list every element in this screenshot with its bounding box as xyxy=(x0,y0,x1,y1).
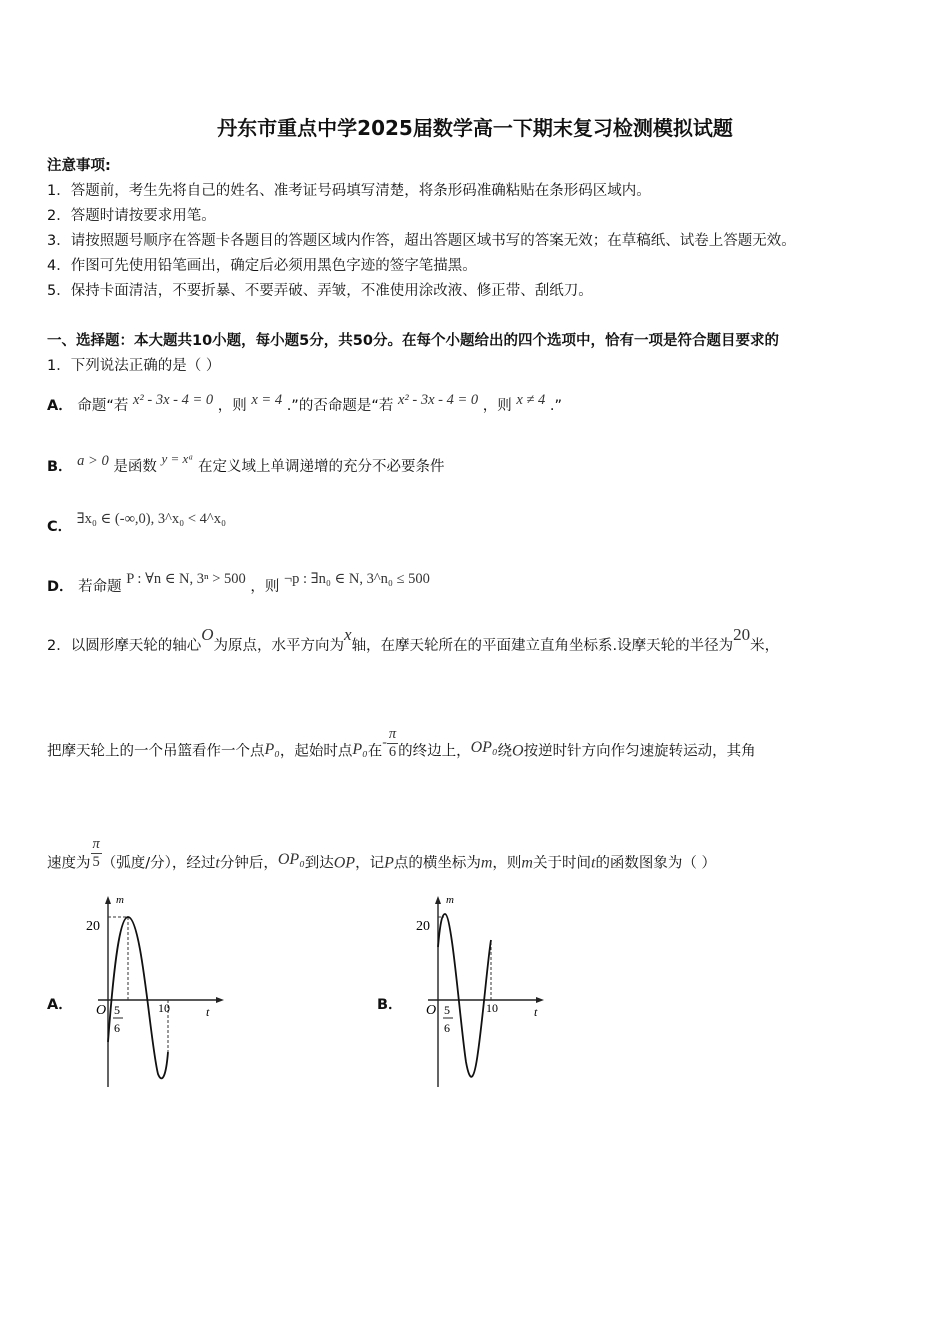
q1-option-a xyxy=(47,394,562,415)
text: ，则 xyxy=(217,398,247,414)
x-arrow-icon xyxy=(536,997,544,1003)
y-axis-label: m xyxy=(116,894,124,906)
formula: O xyxy=(201,625,214,644)
text: ，起始时点 xyxy=(279,743,353,760)
text: 关于时间 xyxy=(532,855,591,872)
text: 点的横坐标为 xyxy=(393,855,481,872)
graph-a-label: A． xyxy=(47,997,73,1013)
text: 为原点，水平方向为 xyxy=(213,638,345,654)
text: 速度为 xyxy=(47,855,91,872)
tick-frac-den: 6 xyxy=(444,1021,450,1035)
notice-item: 2．答题时请按要求用笔。 xyxy=(47,208,216,224)
fraction-pi-over-6 xyxy=(387,726,398,761)
q1-option-c xyxy=(47,511,227,536)
formula: t xyxy=(590,854,596,872)
text: 的函数图象为（ ） xyxy=(595,855,717,872)
graph-b-label: B． xyxy=(377,997,403,1013)
formula: y = xᵃ xyxy=(161,451,194,466)
text: .”的否命题是“若 xyxy=(286,398,394,414)
x-arrow-icon xyxy=(216,997,224,1003)
formula: x = 4 xyxy=(251,392,283,408)
text: 按逆时针方向作匀速旋转运动，其角 xyxy=(523,743,756,760)
option-label: C． xyxy=(47,519,73,535)
notice-item: 4．作图可先使用铅笔画出，确定后必须用黑色字迹的签字笔描黑。 xyxy=(47,258,477,274)
notice-heading: 注意事项: xyxy=(47,158,111,174)
formula: OP₀ xyxy=(277,850,305,868)
origin-label: O xyxy=(96,1003,107,1018)
tick-10-label: 10 xyxy=(158,1001,170,1015)
formula: x ≠ 4 xyxy=(516,392,546,408)
minus-sign: - xyxy=(382,734,387,750)
q2-line-3 xyxy=(47,836,717,881)
text: 绕 xyxy=(497,743,513,760)
fraction-numerator: π xyxy=(388,726,397,742)
fraction-pi-over-5 xyxy=(91,836,102,871)
q2-line-1 xyxy=(47,625,780,655)
text: 在定义域上单调递增的充分不必要条件 xyxy=(198,459,445,475)
x-axis-label: t xyxy=(534,1005,538,1019)
tick-10-label: 10 xyxy=(486,1001,498,1015)
x-axis-label: t xyxy=(206,1005,210,1019)
formula: x xyxy=(344,625,352,644)
formula: OP₀ xyxy=(470,738,498,756)
text: （弧度/分），经过 xyxy=(101,855,216,872)
formula: P₀ xyxy=(264,740,280,758)
fraction-denominator: 6 xyxy=(388,744,397,760)
q1-option-d xyxy=(47,571,430,596)
tick-frac-num: 5 xyxy=(444,1003,450,1017)
page-title: 丹东市重点中学2025届数学高一下期末复习检测模拟试题 xyxy=(217,116,733,140)
text: 命题“若 xyxy=(77,398,129,414)
text: 轴，在摩天轮所在的平面建立直角坐标系.设摩天轮的半径为 xyxy=(351,638,734,654)
text: 的终边上， xyxy=(398,743,471,760)
text: 分钟后， xyxy=(219,855,278,872)
y-axis-label: m xyxy=(446,894,454,906)
curve-a xyxy=(108,917,168,1078)
formula: x² - 3x - 4 = 0 xyxy=(132,392,214,408)
notice-item: 3．请按照题号顺序在答题卡各题目的答题区域内作答，超出答题区域书写的答案无效；在草稿纸、试卷上答题无效。 xyxy=(47,233,796,249)
text: ，则 xyxy=(492,855,522,872)
graph-a xyxy=(80,892,230,1097)
tick-frac-den: 6 xyxy=(114,1021,120,1035)
text: .” xyxy=(549,398,562,414)
text: ，记 xyxy=(355,855,385,872)
formula: P₀ xyxy=(352,740,368,758)
formula: P : ∀n ∈ N, 3ⁿ > 500 xyxy=(126,571,246,587)
formula: O xyxy=(512,742,524,760)
text: 到达 xyxy=(304,855,334,872)
y-max-label: 20 xyxy=(86,919,100,934)
fraction-numerator: π xyxy=(92,836,100,852)
formula: OP xyxy=(333,854,356,872)
q1-option-b xyxy=(47,451,445,476)
formula: t xyxy=(215,854,220,872)
option-label: A． xyxy=(47,398,73,414)
text: 米， xyxy=(750,638,780,654)
text: 是函数 xyxy=(113,459,157,475)
question-1-stem: 1．下列说法正确的是（ ） xyxy=(47,358,221,374)
notice-item: 1．答题前，考生先将自己的姓名、准考证号码填写清楚，将条形码准确粘贴在条形码区域内。 xyxy=(47,183,651,199)
formula: a > 0 xyxy=(77,453,109,469)
formula: P xyxy=(384,854,394,872)
formula: ¬p : ∃n₀ ∈ N, 3^n₀ ≤ 500 xyxy=(284,571,430,587)
curve-b xyxy=(438,914,491,1077)
text: 2．以圆形摩天轮的轴心 xyxy=(47,638,202,654)
text: ，则 xyxy=(482,398,512,414)
notice-item: 5．保持卡面清洁，不要折暴、不要弄破、弄皱，不准使用涂改液、修正带、刮纸刀。 xyxy=(47,283,593,299)
section-heading: 一、选择题：本大题共10小题，每小题5分，共50分。在每个小题给出的四个选项中，恰有一项是符合题目要求的 xyxy=(47,333,779,349)
tick-frac-num: 5 xyxy=(114,1003,120,1017)
formula: m xyxy=(521,854,533,872)
graph-b xyxy=(410,892,560,1097)
option-label: B． xyxy=(47,459,73,475)
y-max-label: 20 xyxy=(416,919,430,934)
origin-label: O xyxy=(426,1003,437,1018)
q2-line-2 xyxy=(47,726,756,769)
y-arrow-icon xyxy=(435,896,441,904)
y-arrow-icon xyxy=(105,896,111,904)
option-label: D． xyxy=(47,579,74,595)
formula: 20 xyxy=(733,625,751,644)
formula: x² - 3x - 4 = 0 xyxy=(397,392,479,408)
text: 若命题 xyxy=(78,579,122,595)
formula: ∃x₀ ∈ (-∞,0), 3^x₀ < 4^x₀ xyxy=(76,511,227,527)
text: 在 xyxy=(367,743,383,760)
text: ，则 xyxy=(250,579,280,595)
fraction-denominator: 5 xyxy=(92,854,100,870)
text: 把摩天轮上的一个吊篮看作一个点 xyxy=(47,743,265,760)
formula: m xyxy=(480,854,493,872)
